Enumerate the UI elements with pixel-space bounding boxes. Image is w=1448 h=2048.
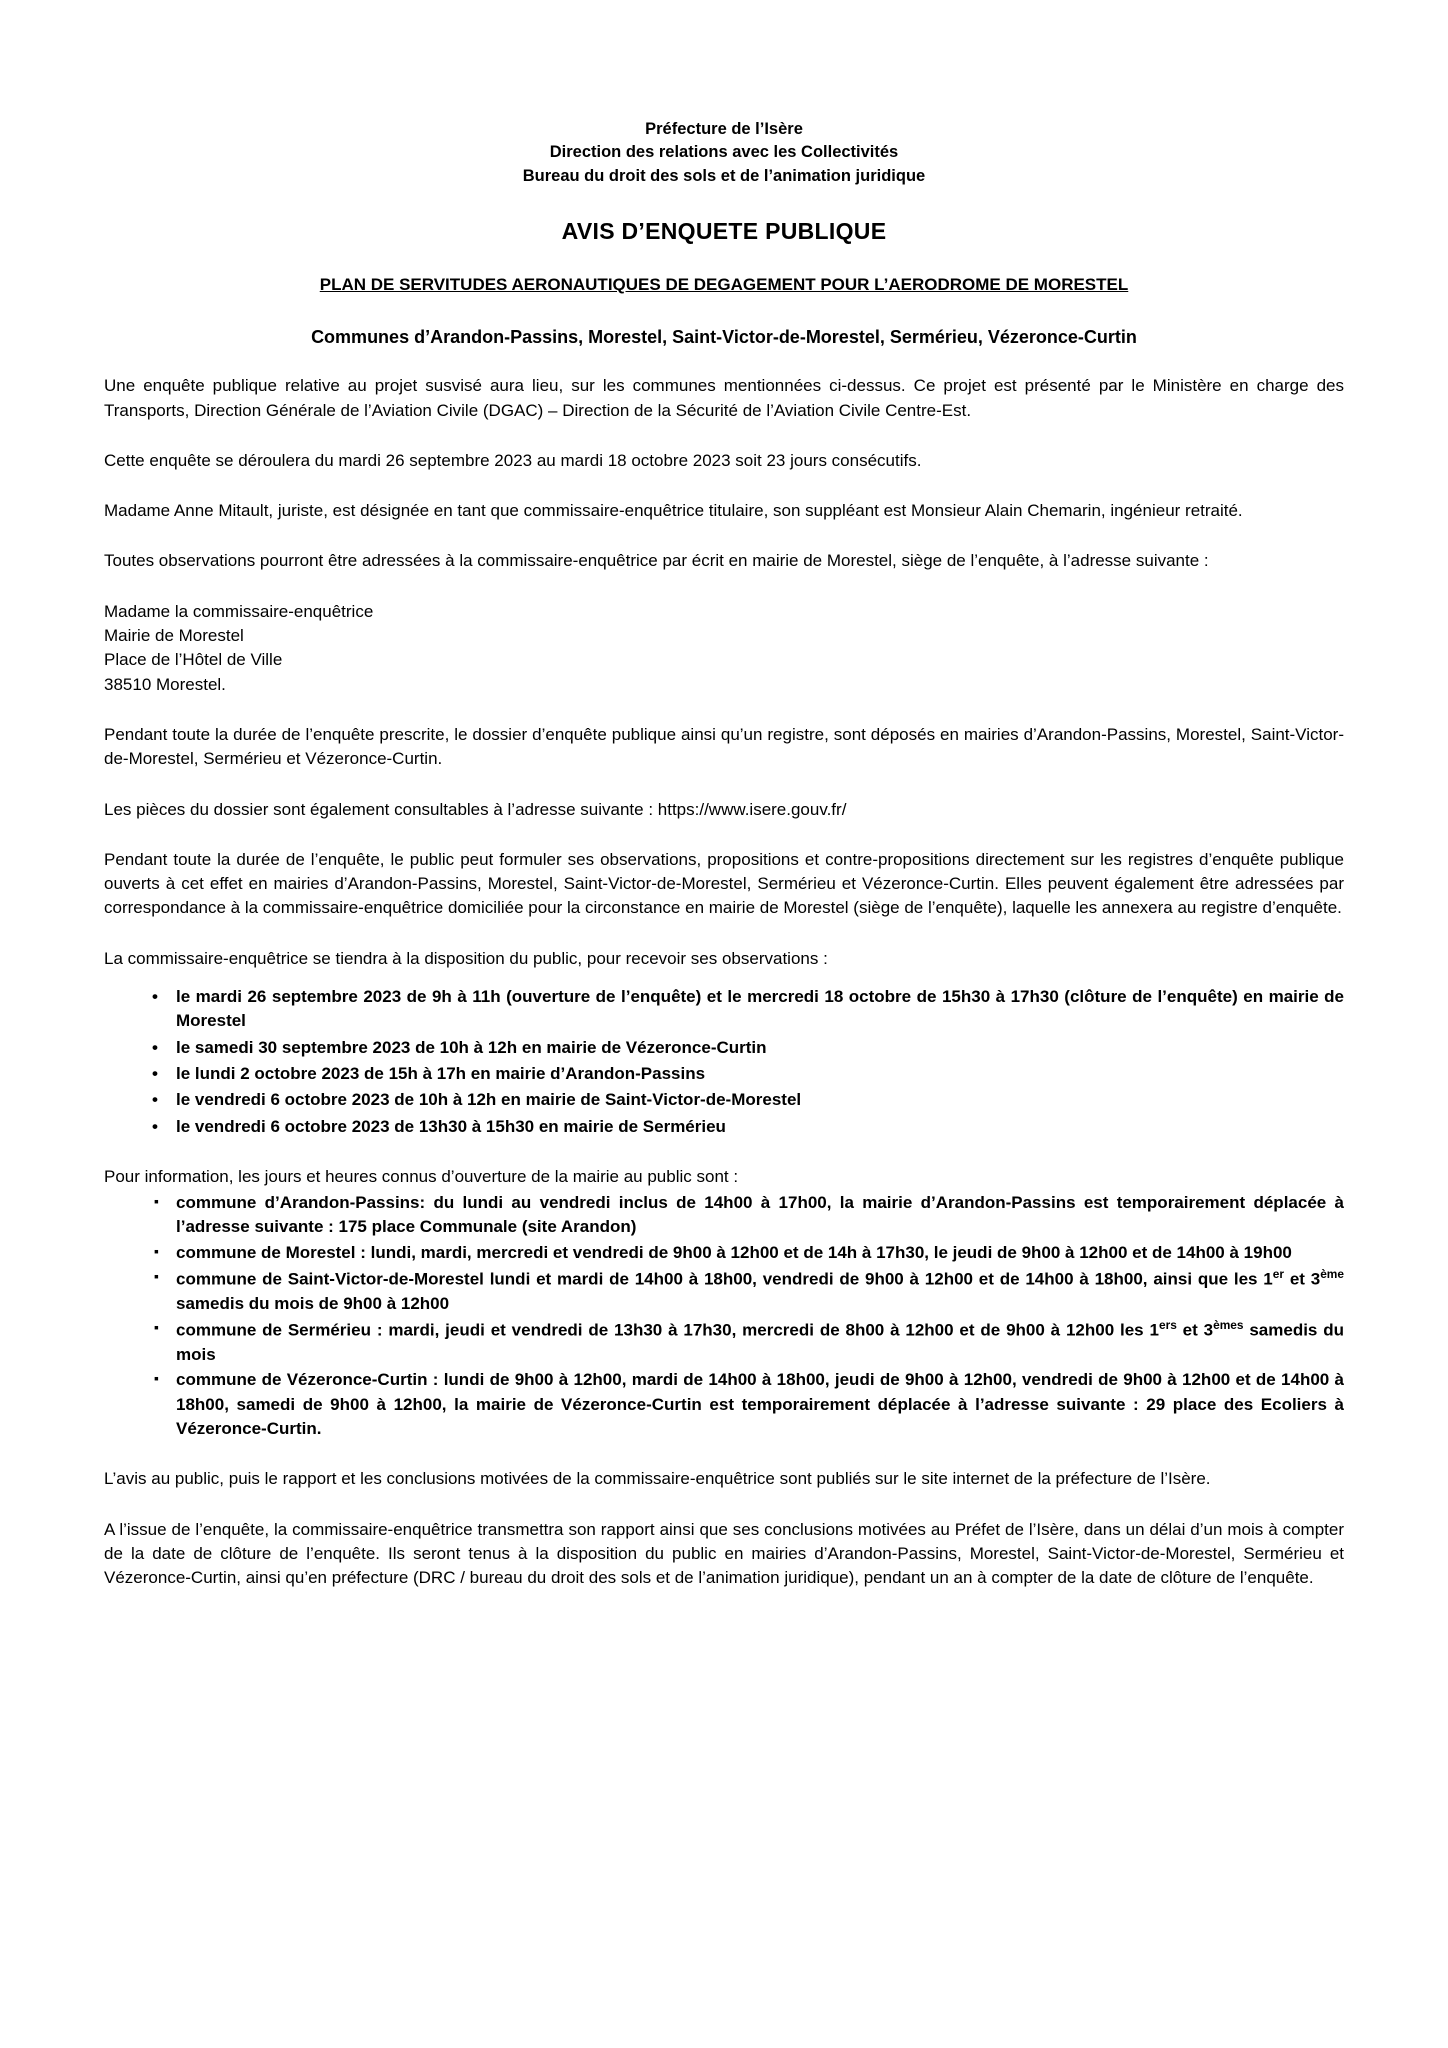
- list-item: ▪ commune de Morestel : lundi, mardi, mercredi et vendredi de 9h00 à 12h00 et de 14h à 17h30, le jeudi de 9h00 à 12h00 et de 14h00 à 19h00: [152, 1241, 1344, 1265]
- address-line-1: Madame la commissaire-enquêtrice: [104, 601, 374, 621]
- paragraph-conclusion: A l’issue de l’enquête, la commissaire-enquêtrice transmettra son rapport ainsi que ses conclusions motivées au Préfet de l’Isère, dans un délai d’un mois à compter de la date de clôture de l’enquête. Ils seront tenus à la disposition du public en mairies d’Arandon-Passins, Morestel, Saint-Victor-de-Morestel, Sermérieu et Vézeronce-Curtin, ainsi qu’en préfecture (DRC / bureau du droit des sols et de l’animation juridique), pendant un an à compter de la date de clôture de l’enquête.: [104, 1519, 1344, 1588]
- list-item: • le vendredi 6 octobre 2023 de 13h30 à 15h30 en mairie de Sermérieu: [152, 1115, 1344, 1139]
- list-item: • le lundi 2 octobre 2023 de 15h à 17h en mairie d’Arandon-Passins: [152, 1062, 1344, 1086]
- horaires-list: [104, 1191, 1344, 1441]
- paragraph-horaires-intro: Pour information, les jours et heures connus d’ouverture de la mairie au public sont :: [104, 1166, 739, 1186]
- paragraph-website: Les pièces du dossier sont également consultables à l’adresse suivante : https://www.isere.gouv.fr/: [104, 799, 847, 819]
- letterhead: [104, 118, 1344, 188]
- communes-line: Communes d’Arandon-Passins, Morestel, Saint-Victor-de-Morestel, Sermérieu, Vézeronce-Curtin: [311, 327, 1137, 348]
- address-block: [104, 600, 1344, 697]
- list-item: ▪ commune de Sermérieu : mardi, jeudi et vendredi de 13h30 à 17h30, mercredi de 8h00 à 12h00 et de 9h00 à 12h00 les 1ers et 3èmes samedis du mois: [152, 1317, 1344, 1367]
- paragraph-intro: Une enquête publique relative au projet susvisé aura lieu, sur les communes mentionnées ci-dessus. Ce projet est présenté par le Ministère en charge des Transports, Direction Générale de l’Aviation Civile (DGAC) – Direction de la Sécurité de l’Aviation Civile Centre-Est.: [104, 376, 1344, 420]
- address-line-2: Mairie de Morestel: [104, 626, 244, 646]
- address-line-4: 38510 Morestel.: [104, 674, 226, 694]
- list-item: ▪ commune d’Arandon-Passins: du lundi au vendredi inclus de 14h00 à 17h00, la mairie d’Arandon-Passins est temporairement déplacée à l’adresse suivante : 175 place Communale (site Arandon): [152, 1191, 1344, 1240]
- document-subtitle: PLAN DE SERVITUDES AERONAUTIQUES DE DEGAGEMENT POUR L’AERODROME DE MORESTEL: [319, 275, 1129, 295]
- permanences-list: [104, 985, 1344, 1139]
- paragraph-permanences-intro: La commissaire-enquêtrice se tiendra à la disposition du public, pour recevoir ses observations :: [104, 948, 828, 968]
- paragraph-registres: Pendant toute la durée de l’enquête, le public peut formuler ses observations, propositions et contre-propositions directement sur les registres d’enquête publique ouverts à cet effet en mairies d’Arandon-Passins, Morestel, Saint-Victor-de-Morestel, Sermérieu et Vézeronce-Curtin. Elles peuvent également être adressées par correspondance à la commissaire-enquêtrice domiciliée pour la circonstance en mairie de Morestel (siège de l’enquête), laquelle les annexera au registre d’enquête.: [104, 849, 1344, 918]
- page-title: AVIS D’ENQUETE PUBLIQUE: [561, 218, 887, 245]
- paragraph-observations: Toutes observations pourront être adressées à la commissaire-enquêtrice par écrit en mairie de Morestel, siège de l’enquête, à l’adresse suivante :: [104, 551, 1209, 571]
- list-item: • le vendredi 6 octobre 2023 de 10h à 12h en mairie de Saint-Victor-de-Morestel: [152, 1088, 1344, 1112]
- letterhead-line-1: Préfecture de l’Isère: [645, 120, 803, 138]
- list-item: ▪ commune de Saint-Victor-de-Morestel lundi et mardi de 14h00 à 18h00, vendredi de 9h00 à 12h00 et de 14h00 à 18h00, ainsi que les 1er et 3ème samedis du mois de 9h00 à 12h00: [152, 1266, 1344, 1316]
- list-item: • le mardi 26 septembre 2023 de 9h à 11h (ouverture de l’enquête) et le mercredi 18 octobre de 15h30 à 17h30 (clôture de l’enquête) en mairie de Morestel: [152, 985, 1344, 1034]
- paragraph-dossier: Pendant toute la durée de l’enquête prescrite, le dossier d’enquête publique ainsi qu’un registre, sont déposés en mairies d’Arandon-Passins, Morestel, Saint-Victor-de-Morestel, Sermérieu et Vézeronce-Curtin.: [104, 724, 1344, 769]
- list-item: ▪ commune de Vézeronce-Curtin : lundi de 9h00 à 12h00, mardi de 14h00 à 18h00, jeudi de 9h00 à 12h00, vendredi de 9h00 à 12h00 et de 14h00 à 18h00, samedi de 9h00 à 12h00, la mairie de Vézeronce-Curtin est temporairement déplacée à l’adresse suivante : 29 place des Ecoliers à Vézeronce-Curtin.: [152, 1368, 1344, 1441]
- paragraph-dates: Cette enquête se déroulera du mardi 26 septembre 2023 au mardi 18 octobre 2023 soit 23 jours consécutifs.: [104, 450, 922, 470]
- list-item: • le samedi 30 septembre 2023 de 10h à 12h en mairie de Vézeronce-Curtin: [152, 1036, 1344, 1060]
- letterhead-line-3: Bureau du droit des sols et de l’animation juridique: [522, 166, 926, 185]
- address-line-3: Place de l’Hôtel de Ville: [104, 650, 283, 670]
- paragraph-commissaire: Madame Anne Mitault, juriste, est désignée en tant que commissaire-enquêtrice titulaire, son suppléant est Monsieur Alain Chemarin, ingénieur retraité.: [104, 501, 1243, 521]
- paragraph-publication: L’avis au public, puis le rapport et les conclusions motivées de la commissaire-enquêtrice sont publiés sur le site internet de la préfecture de l’Isère.: [104, 1469, 1211, 1489]
- letterhead-line-2: Direction des relations avec les Collectivités: [549, 143, 899, 162]
